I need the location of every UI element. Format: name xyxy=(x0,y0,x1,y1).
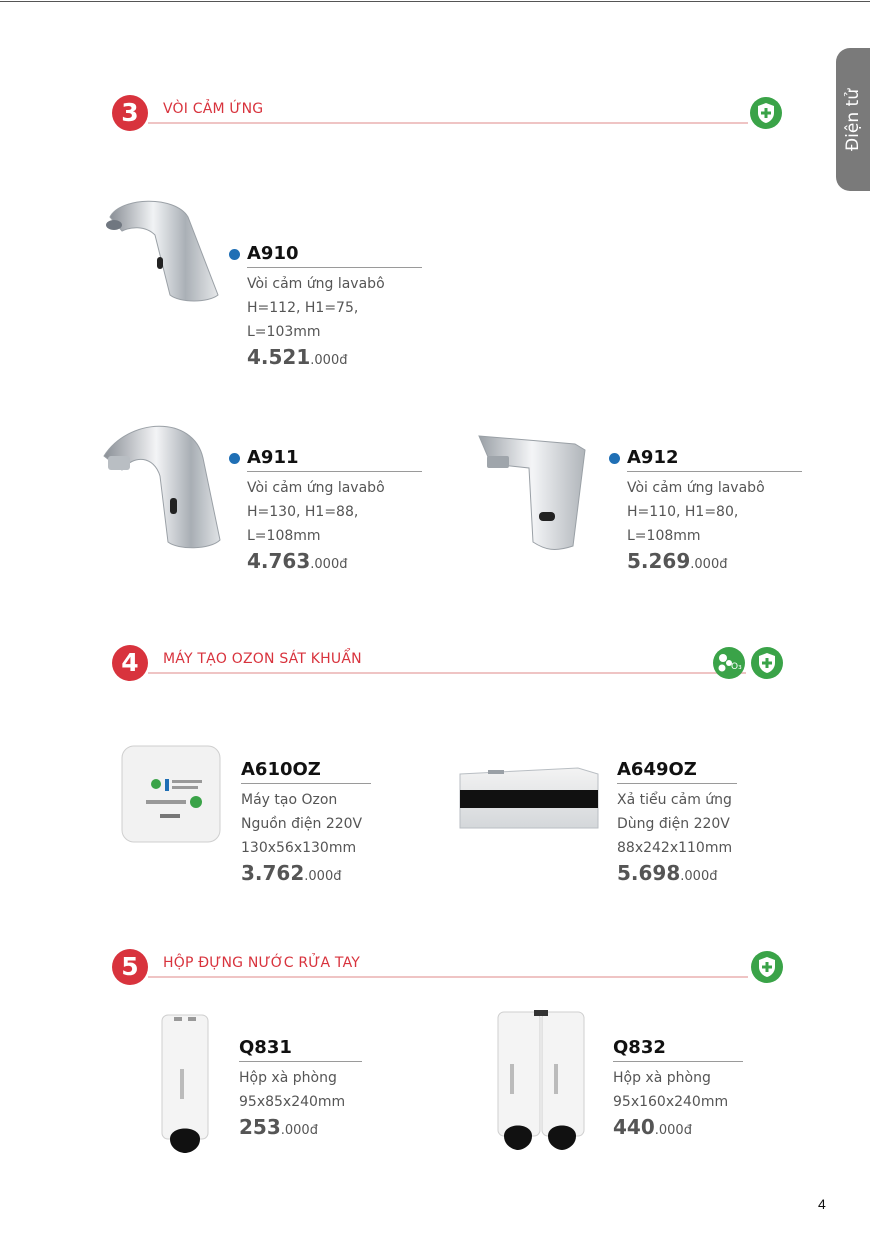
section-title: MÁY TẠO OZON SÁT KHUẨN xyxy=(163,651,362,667)
product-underline xyxy=(247,471,422,472)
section-rule xyxy=(148,976,748,978)
product-desc: Vòi cảm ứng lavabô xyxy=(627,480,765,496)
soap-dispenser-q832-image xyxy=(494,1008,590,1154)
product-a610oz[interactable] xyxy=(241,759,371,890)
product-underline xyxy=(627,471,802,472)
shield-plus-icon xyxy=(751,647,783,679)
product-power: Dùng điện 220V xyxy=(617,816,730,832)
product-size: 95x85x240mm xyxy=(239,1094,346,1110)
product-size: H=110, H1=80, L=108mm xyxy=(627,504,739,544)
faucet-a910-image xyxy=(100,195,230,310)
product-size: H=112, H1=75, L=103mm xyxy=(247,300,359,340)
product-underline xyxy=(239,1061,362,1062)
ozone-icon xyxy=(713,647,745,679)
section-rule xyxy=(148,122,748,124)
product-size: 95x160x240mm xyxy=(613,1094,729,1110)
product-desc: Xả tiểu cảm ứng xyxy=(617,792,732,808)
product-code: A910 xyxy=(247,243,299,264)
shield-plus-icon xyxy=(750,97,782,129)
ozone-machine-a610oz-image xyxy=(120,744,222,844)
product-underline xyxy=(247,267,422,268)
side-tab-label: Điện tử xyxy=(843,88,863,151)
section-title: VÒI CẢM ỨNG xyxy=(163,101,264,117)
product-desc: Vòi cảm ứng lavabô xyxy=(247,276,385,292)
product-price: 4.763.000đ xyxy=(247,549,348,573)
product-underline xyxy=(617,783,737,784)
product-underline xyxy=(241,783,371,784)
product-size: 130x56x130mm xyxy=(241,840,357,856)
product-a649oz[interactable] xyxy=(617,759,737,890)
product-desc: Hộp xà phòng xyxy=(239,1070,337,1086)
product-code: A911 xyxy=(247,447,299,468)
section-title: HỘP ĐỰNG NƯỚC RỬA TAY xyxy=(163,955,361,971)
section-number: 3 xyxy=(112,95,148,131)
product-code: A649OZ xyxy=(617,759,697,780)
product-q831[interactable] xyxy=(239,1037,362,1144)
section-header-3 xyxy=(112,95,784,135)
bullet-dot xyxy=(229,453,240,464)
soap-dispenser-q831-image xyxy=(160,1013,210,1155)
product-price: 3.762.000đ xyxy=(241,861,342,885)
product-size: H=130, H1=88, L=108mm xyxy=(247,504,359,544)
section-number: 5 xyxy=(112,949,148,985)
product-price: 5.698.000đ xyxy=(617,861,718,885)
section-rule xyxy=(148,672,746,674)
svg-text:O₃: O₃ xyxy=(731,662,742,672)
section-header-5 xyxy=(112,949,784,989)
product-a910[interactable] xyxy=(247,243,422,374)
product-size: 88x242x110mm xyxy=(617,840,733,856)
product-desc: Vòi cảm ứng lavabô xyxy=(247,480,385,496)
side-tab[interactable] xyxy=(836,48,870,191)
faucet-a912-image xyxy=(475,430,605,550)
page-number: 4 xyxy=(818,1196,826,1212)
product-q832[interactable] xyxy=(613,1037,743,1144)
product-desc: Hộp xà phòng xyxy=(613,1070,711,1086)
product-code: Q832 xyxy=(613,1037,666,1058)
product-price: 4.521.000đ xyxy=(247,345,348,369)
product-a911[interactable] xyxy=(247,447,422,578)
top-border-line xyxy=(0,1,870,2)
product-code: A610OZ xyxy=(241,759,321,780)
product-price: 440.000đ xyxy=(613,1115,692,1139)
product-power: Nguồn điện 220V xyxy=(241,816,363,832)
shield-plus-icon xyxy=(751,951,783,983)
bullet-dot xyxy=(609,453,620,464)
faucet-a911-image xyxy=(98,418,228,553)
bullet-dot xyxy=(229,249,240,260)
urinal-sensor-a649oz-image xyxy=(458,764,600,834)
product-underline xyxy=(613,1061,743,1062)
product-price: 5.269.000đ xyxy=(627,549,728,573)
product-desc: Máy tạo Ozon xyxy=(241,792,338,808)
section-header-4 xyxy=(112,645,784,685)
product-a912[interactable] xyxy=(627,447,802,578)
section-number: 4 xyxy=(112,645,148,681)
product-price: 253.000đ xyxy=(239,1115,318,1139)
product-code: Q831 xyxy=(239,1037,292,1058)
product-code: A912 xyxy=(627,447,679,468)
